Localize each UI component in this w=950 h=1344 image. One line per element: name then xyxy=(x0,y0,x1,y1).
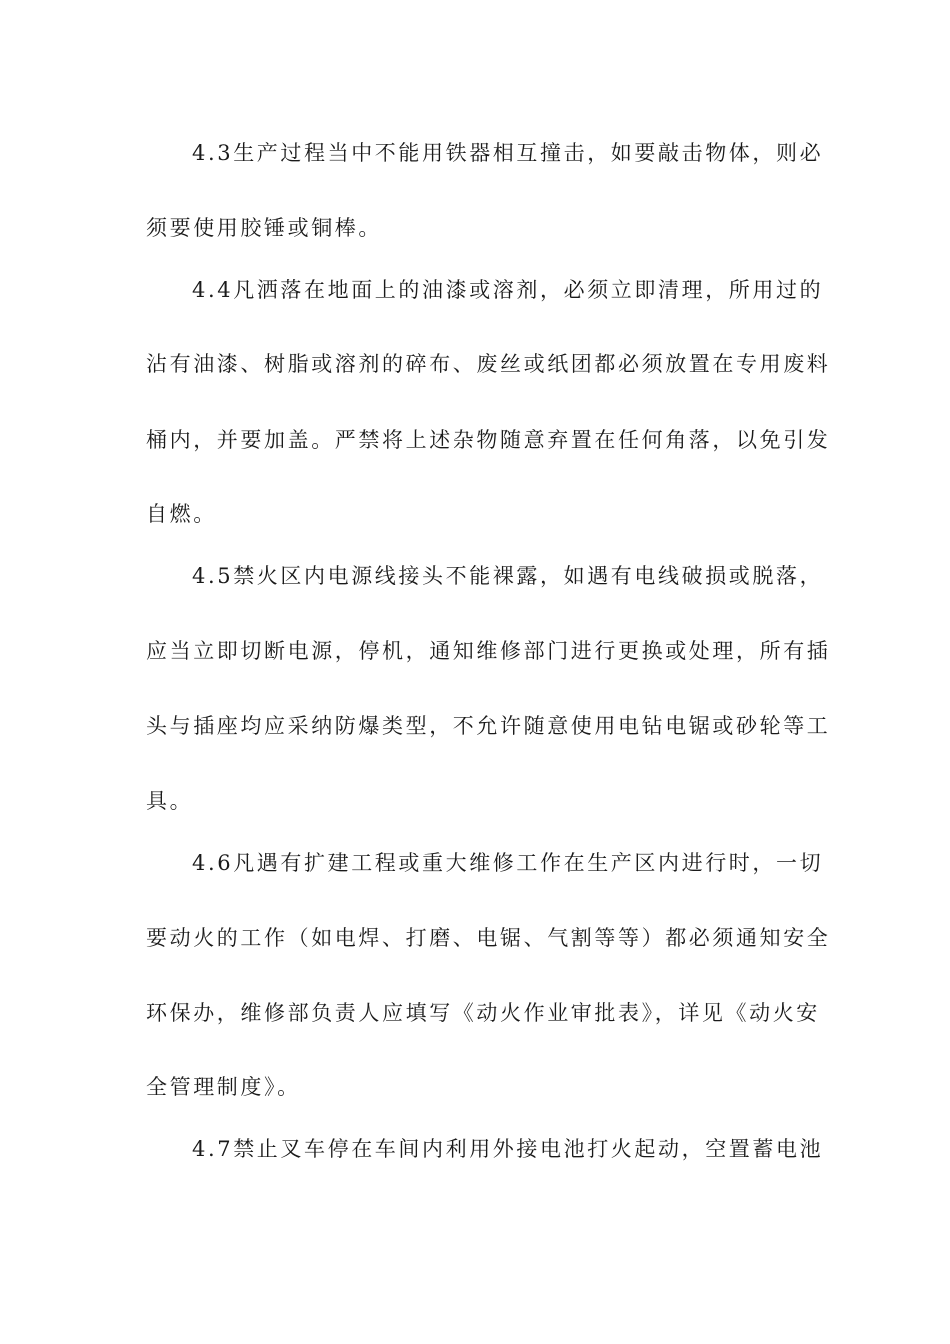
paragraph-4-5-line-2: 应当立即切断电源，停机，通知维修部门进行更换或处理，所有插 xyxy=(146,639,831,663)
paragraph-4-6-line-1: 4.6凡遇有扩建工程或重大维修工作在生产区内进行时，一切 xyxy=(192,851,824,875)
paragraph-4-5-line-4: 具。 xyxy=(146,789,194,813)
paragraph-4-3-line-2: 须要使用胶锤或铜棒。 xyxy=(146,216,382,240)
paragraph-4-4-line-1: 4.4凡洒落在地面上的油漆或溶剂，必须立即清理，所用过的 xyxy=(192,278,824,302)
paragraph-4-6-line-4: 全管理制度》。 xyxy=(146,1075,301,1099)
paragraph-4-4-line-4: 自燃。 xyxy=(146,502,217,526)
paragraph-4-5-line-1: 4.5禁火区内电源线接头不能裸露，如遇有电线破损或脱落， xyxy=(192,564,824,588)
paragraph-4-3-line-1: 4.3生产过程当中不能用铁器相互撞击，如要敲击物体，则必 xyxy=(192,141,824,165)
paragraph-4-6-line-3: 环保办，维修部负责人应填写《动火作业审批表》，详见《动火安 xyxy=(146,1001,820,1025)
paragraph-4-5-line-3: 头与插座均应采纳防爆类型，不允许随意使用电钻电锯或砂轮等工 xyxy=(146,714,831,738)
paragraph-4-6-line-2: 要动火的工作（如电焊、打磨、电锯、气割等等）都必须通知安全 xyxy=(146,926,831,950)
paragraph-4-4-line-2: 沾有油漆、树脂或溶剂的碎布、废丝或纸团都必须放置在专用废料 xyxy=(146,352,831,376)
paragraph-4-4-line-3: 桶内，并要加盖。严禁将上述杂物随意弃置在任何角落，以免引发 xyxy=(146,428,831,452)
paragraph-4-7-line-1: 4.7禁止叉车停在车间内利用外接电池打火起动，空置蓄电池 xyxy=(192,1137,824,1161)
